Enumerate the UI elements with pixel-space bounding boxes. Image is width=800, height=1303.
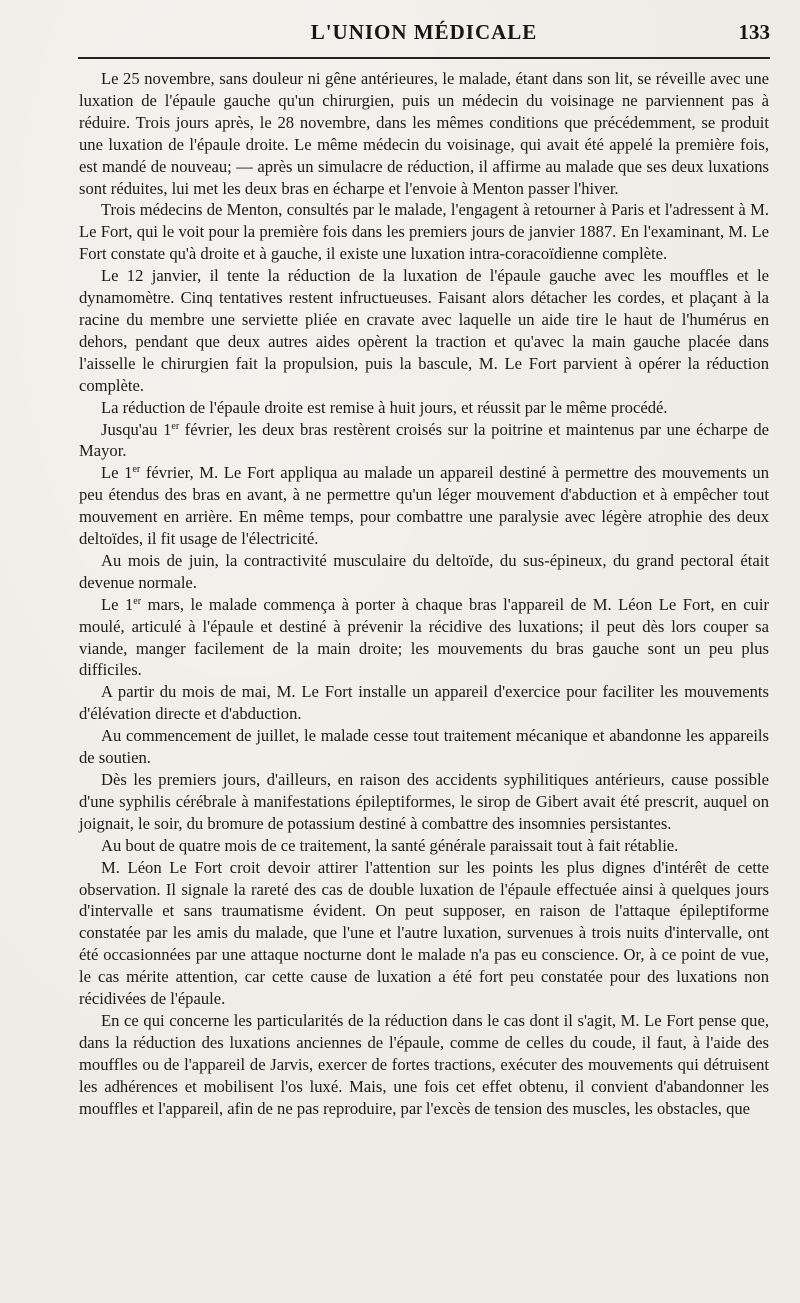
- paragraph-5: Jusqu'au 1er février, les deux bras restèrent croisés sur la poitrine et maintenus par une écharpe de Mayor.: [79, 419, 769, 461]
- paragraph-2: Trois médecins de Menton, consultés par le malade, l'engagent à retourner à Paris et l'adressent à M. Le Fort, qui le voit pour la première fois dans les premiers jours de janvier 1887. En l'examinant, M. Le Fort constate qu'à droite et à gauche, il existe une luxation intra-coracoïdienne complète.: [79, 200, 769, 264]
- paragraph-8: Le 1er mars, le malade commença à porter à chaque bras l'appareil de M. Léon Le Fort, en cuir moulé, articulé à l'épaule et destiné à prévenir la récidive des luxations; il peut dès lors couper sa viande, manger facilement de la main droite; les mouvements du bras gauche sont un peu plus difficiles.: [79, 594, 769, 680]
- paragraph-9: A partir du mois de mai, M. Le Fort installe un appareil d'exercice pour faciliter les mouvements d'élévation directe et d'abduction.: [79, 682, 769, 724]
- paragraph-4: La réduction de l'épaule droite est remise à huit jours, et réussit par le même procédé.: [101, 397, 668, 417]
- running-header: [78, 18, 770, 52]
- paragraph-6: Le 1er février, M. Le Fort appliqua au malade un appareil destiné à permettre des mouvements un peu étendus des bras en avant, à ne permettre qu'un léger mouvement d'abduction et à empêcher tout mouvement en arrière. En même temps, pour combattre une paralysie avec légère atrophie des deux deltoïdes, il fit usage de l'électricité.: [79, 463, 769, 549]
- paragraph-13: M. Léon Le Fort croit devoir attirer l'attention sur les points les plus dignes d'intérêt de cette observation. Il signale la rareté des cas de double luxation de l'épaule effectuée ainsi à quelques jours d'intervalle et sans traumatisme évident. On peut supposer, en raison de l'attaque épileptiforme constatée par les amis du malade, que l'une et l'autre luxation, survenues à trois nuits d'intervalle, ont été occasionnées par une attaque nocturne dont le malade n'a pas eu conscience. Or, à ce point de vue, le cas mérite attention, car cette cause de luxation a été fort peu constatée pour des luxations non récidivées de l'épaule.: [79, 857, 769, 1009]
- paragraph-11: Dès les premiers jours, d'ailleurs, en raison des accidents syphilitiques antérieurs, cause possible d'une syphilis cérébrale à manifestations épileptiformes, le sirop de Gibert avait été prescrit, auquel on joignait, le soir, du bromure de potassium destiné à combattre des insomnies persistantes.: [79, 770, 769, 833]
- paragraph-7: Au mois de juin, la contractivité musculaire du deltoïde, du sus-épineux, du grand pectoral était devenue normale.: [79, 550, 769, 592]
- paragraph-3: Le 12 janvier, il tente la réduction de la luxation de l'épaule gauche avec les mouffles et le dynamomètre. Cinq tentatives restent infructueuses. Faisant alors détacher les cordes, et plaçant à la racine du membre une serviette pliée en cravate avec laquelle un aide tire le haut de l'humérus en dehors, pendant que deux autres aides opèrent la traction et qu'avec la main gauche placée dans l'aisselle le chirurgien fait la propulsion, puis la bascule, M. Le Fort parvient à opérer la réduction complète.: [79, 266, 769, 395]
- header-rule: [78, 57, 770, 59]
- paragraph-10: Au commencement de juillet, le malade cesse tout traitement mécanique et abandonne les appareils de soutien.: [79, 726, 769, 768]
- article-body: [79, 68, 769, 1120]
- running-title: L'UNION MÉDICALE: [310, 20, 538, 44]
- paragraph-12: Au bout de quatre mois de ce traitement, la santé générale paraissait tout à fait rétablie.: [101, 835, 679, 855]
- paragraph-1: Le 25 novembre, sans douleur ni gêne antérieures, le malade, étant dans son lit, se réveille avec une luxation de l'épaule gauche qu'un chirurgien, puis un médecin du voisinage ne parviennent pas à réduire. Trois jours après, le 28 novembre, dans les mêmes conditions que précédemment, se produit une luxation de l'épaule droite. Le même médecin du voisinage, qui avait été appelé la première fois, est mandé de nouveau; — après un simulacre de réduction, il affirme au malade que ses deux luxations sont réduites, lui met les deux bras en écharpe et l'envoie à Menton passer l'hiver.: [79, 69, 769, 198]
- paragraph-14: En ce qui concerne les particularités de la réduction dans le cas dont il s'agit, M. Le Fort pense que, dans la réduction des luxations anciennes de l'épaule, comme de celles du coude, il faut, à l'aide des mouffles ou de l'appareil de Jarvis, exercer de fortes tractions, exécuter des mouvements qui détruisent les adhérences et mobilisent l'os luxé. Mais, une fois cet effet obtenu, il convient d'abandonner les mouffles et l'appareil, afin de ne pas reproduire, par l'excès de tension des muscles, les obstacles, que: [79, 1010, 769, 1118]
- page-number: 133: [738, 20, 770, 44]
